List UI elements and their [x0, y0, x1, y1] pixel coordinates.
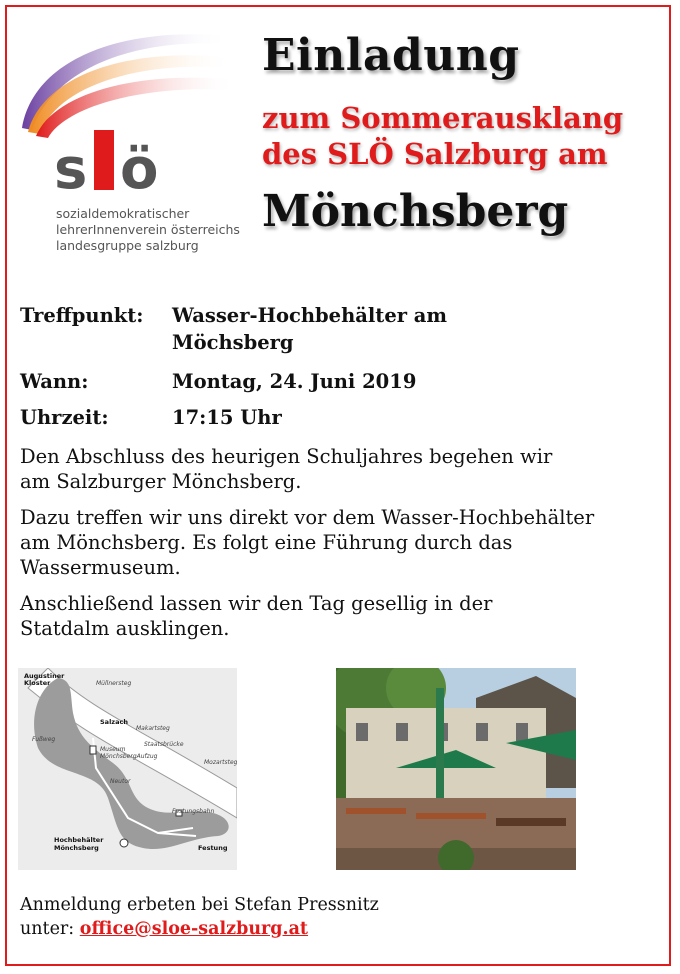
map-label-fussweg: Fußweg [32, 736, 56, 743]
body-paragraph-1: Den Abschluss des heurigen Schuljahres begehen wir am Salzburger Mönchsberg. [20, 445, 553, 493]
map-label-muellnersteg: Müllnersteg [96, 680, 132, 687]
map-label-aufzug: MönchsbergAufzug [100, 753, 158, 760]
registration-contact [20, 917, 379, 941]
date-value: Montag, 24. Juni 2019 [172, 370, 417, 393]
subtitle-line-2: des SLÖ Salzburg am [262, 137, 608, 171]
map-label-neutor: Neutor [110, 778, 131, 785]
time-value: 17:15 Uhr [172, 406, 282, 429]
body-paragraph-3: Anschließend lassen wir den Tag gesellig in der Statdalm ausklingen. [20, 592, 493, 640]
map-label-hochbehaelter: Hochbehälter [54, 836, 104, 844]
map-label-museum: Museum [100, 746, 126, 753]
body-paragraph-2: Dazu treffen wir uns direkt vor dem Wasser-Hochbehälter am Mönchsberg. Es folgt eine Führung durch das Wassermuseum. [20, 506, 595, 579]
map-label-kloster: Kloster [24, 679, 51, 687]
map-label-festungsbahn: Festungsbahn [172, 808, 215, 815]
place-heading: Mönchsberg [262, 186, 569, 237]
venue-photo [336, 668, 576, 870]
date-label: Wann: [20, 370, 89, 393]
map-label-makartsteg: Makartsteg [136, 725, 170, 732]
subtitle-line-1: zum Sommerausklang [262, 101, 624, 135]
meeting-point-value: Wasser-Hochbehälter am Möchsberg [172, 304, 448, 354]
time-label: Uhrzeit: [20, 406, 109, 429]
invitation-body [20, 444, 610, 652]
logo-line-3: landesgruppe salzburg [56, 238, 199, 253]
route-map-graphic [18, 668, 237, 870]
registration-prefix: unter: [20, 919, 80, 939]
registration-text: Anmeldung erbeten bei Stefan Pressnitz [20, 895, 379, 915]
map-label-augustiner: Augustiner [24, 672, 65, 680]
map-label-salzach: Salzach [100, 718, 128, 726]
meeting-point-label: Treffpunkt: [20, 304, 144, 327]
venue-photo-image [336, 668, 576, 870]
email-link[interactable]: office@sloe-salzburg.at [79, 919, 309, 939]
invitation-subtitle [262, 100, 623, 172]
svg-text:ö: ö [120, 137, 159, 198]
slo-logo [14, 18, 244, 258]
logo-line-1: sozialdemokratischer [56, 206, 190, 221]
svg-text:s: s [54, 137, 88, 198]
logo-swoosh-icon [14, 18, 244, 198]
map-label-mozartsteg: Mozartsteg [204, 759, 237, 766]
route-map [18, 668, 237, 870]
map-label-festung: Festung [198, 844, 228, 852]
invitation-title: Einladung [262, 30, 520, 81]
map-label-staatsbruecke: Staatsbrücke [144, 741, 184, 748]
map-label-moenchsberg: Mönchsberg [54, 844, 99, 852]
registration-footer [20, 893, 379, 941]
logo-line-2: lehrerInnenverein österreichs [56, 222, 240, 237]
